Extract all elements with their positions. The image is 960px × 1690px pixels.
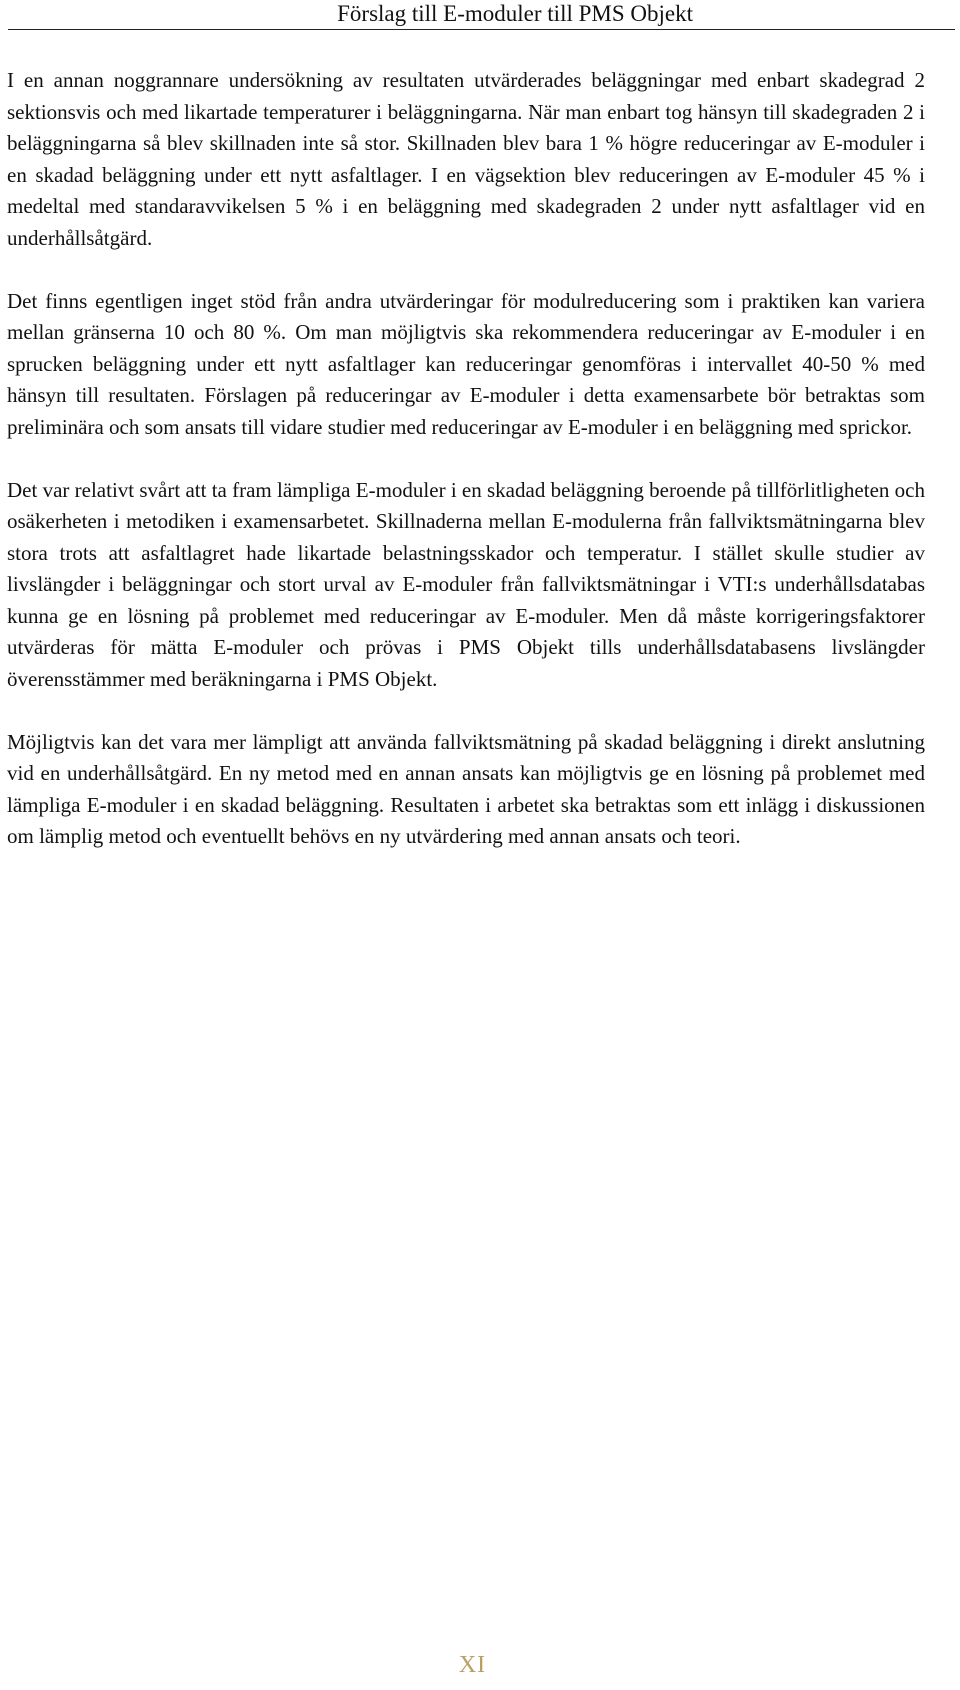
page-number: XI	[458, 1652, 487, 1678]
paragraph-2: Det finns egentligen inget stöd från andra utvärderingar för modulreducering som i praktiken kan variera mellan gränserna 10 och 80 %. Om man möjligtvis ska rekommendera reduceringar av E-moduler i en sprucken beläggning under ett nytt asfaltlager kan reduceringar genomföras i intervallet 40-50 % med hänsyn till resultaten. Förslagen på reduceringar av E-moduler i detta examensarbete bör betraktas som preliminära och som ansats till vidare studier med reduceringar av E-moduler i en beläggning med sprickor.	[7, 288, 925, 439]
paragraph-3: Det var relativt svårt att ta fram lämpliga E-moduler i en skadad beläggning beroende på tillförlitligheten och osäkerheten i metodiken i examensarbetet. Skillnaderna mellan E-modulerna från fallviktsmätningarna blev stora trots att asfaltlagret hade likartade belastningsskador och temperatur. I stället skulle studier av livslängder i beläggningar och stort urval av E-moduler från fallviktsmätningar i VTI:s underhållsdatabas kunna ge en lösning på problemet med reduceringar av E-moduler. Men då måste korrigeringsfaktorer utvärderas för mätta E-moduler och prövas i PMS Objekt tills underhållsdatabasens livslängder överensstämmer med beräkningarna i PMS Objekt.	[7, 477, 925, 691]
paragraph-1: I en annan noggrannare undersökning av resultaten utvärderades beläggningar med enbart skadegrad 2 sektionsvis och med likartade temperaturer i beläggningarna. När man enbart tog hänsyn till skadegraden 2 i beläggningarna så blev skillnaden inte så stor. Skillnaden blev bara 1 % högre reduceringar av E-moduler i en skadad beläggning under ett nytt asfaltlager. I en vägsektion blev reduceringen av E-moduler 45 % i medeltal med standaravvikelsen 5 % i en beläggning med skadegraden 2 under nytt asfaltlager vid en underhållsåtgärd.	[7, 68, 925, 250]
paragraph-4: Möjligtvis kan det vara mer lämpligt att använda fallviktsmätning på skadad beläggning i direkt anslutning vid en underhållsåtgärd. En ny metod med en annan ansats kan möjligtvis ge en lösning på problemet med lämpliga E-moduler i en skadad beläggning. Resultaten i arbetet ska betraktas som ett inlägg i diskussionen om lämplig metod och eventuellt behövs en ny utvärdering med annan ansats och teori.	[7, 729, 925, 848]
page-header	[8, 0, 955, 30]
body-text	[7, 65, 925, 884]
running-title: Förslag till E-moduler till PMS Objekt	[337, 1, 693, 26]
